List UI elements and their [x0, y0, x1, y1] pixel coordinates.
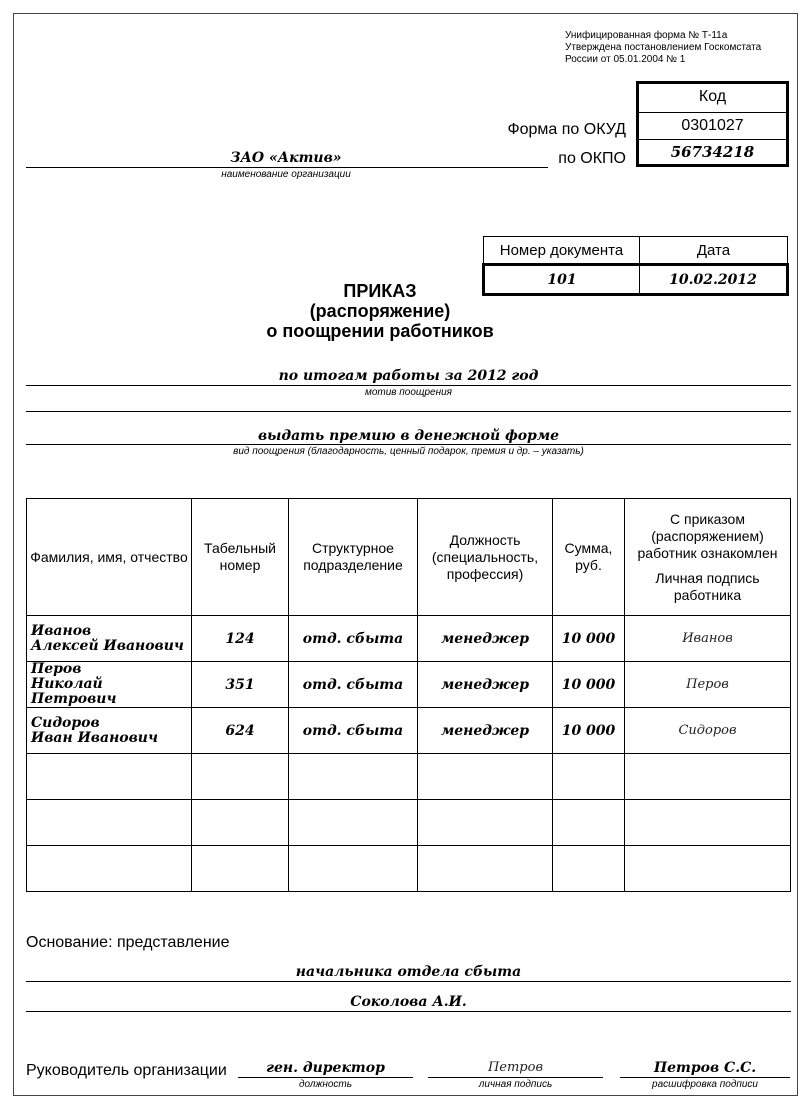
okud-label: Форма по ОКУД	[507, 121, 626, 138]
reward-value: выдать премию в денежной форме	[257, 428, 560, 444]
employee-dept: отд. сбыта	[289, 616, 418, 662]
code-label: Код	[639, 84, 786, 113]
okud-value: 0301027	[639, 112, 786, 140]
page-title	[200, 281, 560, 341]
title-line3: о поощрении работников	[266, 321, 494, 341]
motive-line	[26, 385, 791, 386]
employee-signature: Перов	[625, 662, 791, 708]
doc-date: 10.02.2012	[640, 265, 788, 295]
employee-given-names: Иван Иванович	[31, 729, 158, 746]
employees-table	[26, 498, 791, 892]
employee-name	[27, 616, 192, 662]
col-header-dept: Структурное подразделение	[289, 499, 418, 616]
employee-surname: Сидоров	[31, 714, 100, 731]
table-row	[27, 708, 791, 754]
table-header-row	[27, 499, 791, 616]
doc-number-label: Номер документа	[484, 237, 640, 265]
col-header-tab: Табельный номер	[192, 499, 289, 616]
table-row-empty	[27, 800, 791, 846]
employee-name	[27, 662, 192, 708]
table-row-empty	[27, 846, 791, 892]
motive-value: по итогам работы за 2012 год	[278, 368, 539, 384]
table-row-empty	[27, 754, 791, 800]
doc-date-label: Дата	[640, 237, 788, 265]
col-header-name: Фамилия, имя, отчество	[27, 499, 192, 616]
code-box	[636, 81, 789, 167]
doc-number: 101	[484, 265, 640, 295]
col-header-ack-text: С приказом (распоряжением) работник ознакомлен	[637, 510, 778, 561]
employee-name	[27, 708, 192, 754]
director-label: Руководитель организации	[26, 1062, 227, 1079]
employee-surname: Иванов	[31, 622, 92, 639]
employee-sum: 10 000	[553, 662, 625, 708]
organization-caption: наименование организации	[221, 169, 351, 180]
director-position: ген. директор	[266, 1060, 385, 1076]
employee-tab: 124	[192, 616, 289, 662]
director-signature-caption: личная подпись	[478, 1079, 553, 1090]
director-position-caption: должность	[298, 1079, 353, 1090]
reward-caption: вид поощрения (благодарность, ценный подарок, премия и др. – указать)	[233, 446, 584, 457]
form-header-line1: Унифицированная форма № Т-11а	[565, 30, 728, 41]
employee-sum: 10 000	[553, 616, 625, 662]
employee-dept: отд. сбыта	[289, 708, 418, 754]
okpo-value: 56734218	[670, 143, 755, 161]
motive-extra-line	[26, 411, 791, 412]
employee-signature: Иванов	[625, 616, 791, 662]
reward-line	[26, 444, 791, 445]
table-row	[27, 662, 791, 708]
employee-signature: Сидоров	[625, 708, 791, 754]
employee-surname: Перов	[31, 661, 82, 677]
basis-line2: Соколова А.И.	[350, 994, 467, 1010]
director-signature: Петров	[487, 1060, 544, 1075]
director-signature-line	[428, 1077, 603, 1078]
col-header-ack	[625, 499, 791, 616]
okpo-label: по ОКПО	[558, 150, 626, 167]
form-header	[565, 30, 761, 66]
organization-name: ЗАО «Актив»	[230, 150, 342, 166]
title-line2: (распоряжение)	[309, 301, 451, 321]
employee-position: менеджер	[418, 708, 553, 754]
basis-line2-rule	[26, 1011, 791, 1012]
motive-caption: мотив поощрения	[365, 387, 452, 398]
director-position-line	[238, 1077, 413, 1078]
employee-given-names: Алексей Иванович	[31, 637, 184, 654]
basis-line1: начальника отдела сбыта	[295, 964, 522, 980]
table-row	[27, 616, 791, 662]
employee-given-names: Николай Петрович	[31, 676, 117, 707]
employee-position: менеджер	[418, 662, 553, 708]
form-header-line3: России от 05.01.2004 № 1	[565, 54, 686, 65]
employee-dept: отд. сбыта	[289, 662, 418, 708]
col-header-sum: Сумма, руб.	[553, 499, 625, 616]
col-header-position: Должность (специальность, профессия)	[418, 499, 553, 616]
director-name-line	[620, 1077, 790, 1078]
title-line1: ПРИКАЗ	[343, 281, 417, 301]
employee-tab: 351	[192, 662, 289, 708]
organization-line	[26, 167, 548, 168]
employee-sum: 10 000	[553, 708, 625, 754]
director-name-caption: расшифровка подписи	[652, 1079, 758, 1090]
employee-tab: 624	[192, 708, 289, 754]
basis-label: Основание: представление	[26, 934, 230, 951]
director-name: Петров С.С.	[653, 1060, 757, 1076]
col-header-sign-text: Личная подпись работника	[655, 569, 760, 603]
form-header-line2: Утверждена постановлением Госкомстата	[565, 42, 762, 53]
employee-position: менеджер	[418, 616, 553, 662]
basis-line1-rule	[26, 981, 791, 982]
